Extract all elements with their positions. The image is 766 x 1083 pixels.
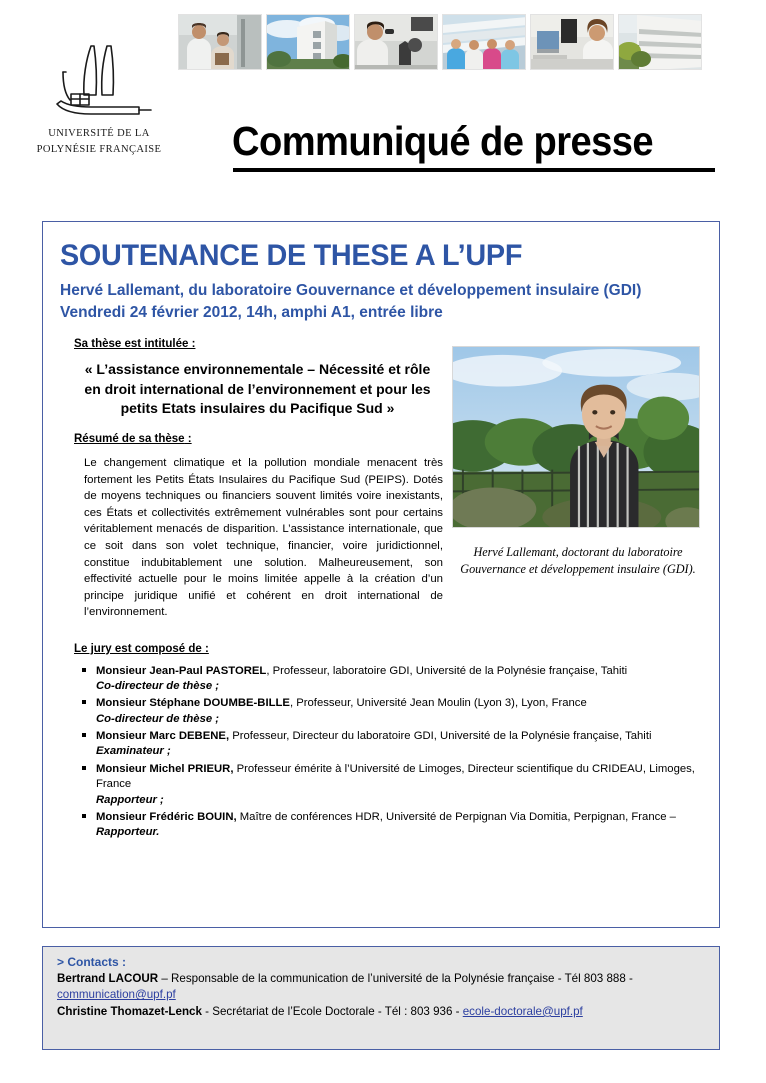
- announcement-title: SOUTENANCE DE THESE A L’UPF: [60, 239, 523, 272]
- jury-member: [82, 762, 698, 808]
- resume-body: Le changement climatique et la pollution mondiale menacent très fortement les Petits États Insulaires du Pacifique Sud (PEIPS). Dotés de moyens techniques ou financiers souvent limités voire inexistants, ces États et collectivités extrêmement vulnérables sont pour certains véritablement menacés de disparition. L’assistance internationale, que ce soit dans son volet technique, financier, voire juridictionnel, constitue indubitablement une solution. Malheureusement, son effectivité actuelle pour le moins limitée appelle à la création d’un principe juridique unifié et cohérent en droit international de l’environnement.: [84, 457, 443, 619]
- bullet-square-icon: [82, 814, 86, 818]
- jury-member-details: Professeur, Directeur du laboratoire GDI, Université de la Polynésie française, Tahiti: [229, 730, 652, 743]
- contacts-title: > Contacts :: [57, 955, 127, 969]
- jury-member-name: Monsieur Stéphane DOUMBE-BILLE: [96, 697, 290, 710]
- contact-details: - Secrétariat de l’Ecole Doctorale - Tél : 803 936 -: [201, 1004, 463, 1018]
- thesis-title: « L’assistance environnementale – Nécessité et rôle en droit international de l’environnement et pour les petits Etats insulaires du Pacifique Sud »: [84, 360, 431, 417]
- bullet-square-icon: [82, 700, 86, 704]
- pirogue-sail-icon: [39, 44, 159, 124]
- jury-member-role: Rapporteur.: [96, 826, 160, 839]
- announcement-date: Vendredi 24 février 2012, 14h, amphi A1, entrée libre: [60, 304, 443, 322]
- contacts-box: [42, 946, 720, 1050]
- jury-member-details: , Professeur, Université Jean Moulin (Lyon 3), Lyon, France: [289, 697, 587, 710]
- resume-label: [74, 433, 445, 445]
- bullet-square-icon: [82, 668, 86, 672]
- students-group-photo: [442, 14, 526, 70]
- bullet-square-icon: [82, 733, 86, 737]
- upf-logo: [24, 44, 174, 156]
- thesis-label: Sa thèse est intitulée :: [74, 337, 196, 350]
- jury-section: [60, 643, 702, 841]
- jury-member-role: Examinateur ;: [96, 745, 171, 758]
- student-computer-photo: [530, 14, 614, 70]
- jury-member-details: Professeur émérite à l’Université de Limoges, Directeur scientifique du CRIDEAU, Limoges, France: [96, 762, 695, 791]
- herve-lallemant-portrait-photo: [452, 346, 700, 528]
- contact-email-link[interactable]: ecole-doctorale@upf.pf: [462, 1004, 583, 1018]
- logo-text-line1: UNIVERSITÉ DE LA: [48, 128, 150, 139]
- logo-text-line2: POLYNÉSIE FRANÇAISE: [36, 144, 162, 156]
- resume-label-suffix: :: [184, 433, 192, 446]
- jury-member-role: Rapporteur ;: [96, 793, 164, 806]
- announcement-box: [42, 221, 720, 928]
- campus-facade-photo: [618, 14, 702, 70]
- portrait-column: [452, 346, 704, 579]
- jury-label: Le jury est composé de :: [74, 642, 209, 655]
- jury-member-name: Monsieur Michel PRIEUR,: [96, 762, 234, 775]
- campus-building-sky-photo: [266, 14, 350, 70]
- jury-member: [82, 696, 698, 727]
- bullet-square-icon: [82, 766, 86, 770]
- jury-member-name: Monsieur Marc DEBENE,: [96, 730, 230, 743]
- contact-name: Christine Thomazet-Lenck: [57, 1004, 202, 1018]
- contact-details: – Responsable de la communication de l’université de la Polynésie française - Tél 803 888 -: [158, 972, 633, 985]
- press-release-title: Communiqué de presse: [232, 118, 654, 164]
- header-photo-strip: [178, 14, 702, 70]
- jury-member-details: Maître de conférences HDR, Université de Perpignan Via Domitia, Perpignan, France –: [236, 810, 676, 823]
- contact-entry: [57, 971, 707, 1004]
- press-release-title-underline: [233, 168, 715, 172]
- contact-email-link[interactable]: communication@upf.pf: [57, 988, 176, 1002]
- researcher-microscope-photo: [354, 14, 438, 70]
- jury-member: [82, 664, 698, 695]
- thesis-and-portrait-region: [60, 338, 702, 621]
- jury-member-name: Monsieur Frédéric BOUIN,: [96, 810, 237, 823]
- students-outdoors-photo: [178, 14, 262, 70]
- contact-entry: [57, 1004, 707, 1020]
- jury-member-role: Co-directeur de thèse ;: [96, 712, 220, 725]
- contact-name: Bertrand LACOUR: [57, 972, 159, 985]
- page-header: [0, 0, 766, 205]
- jury-member-role: Co-directeur de thèse ;: [96, 680, 220, 693]
- thesis-text-column: [60, 338, 445, 621]
- resume-label-underlined: Résumé de sa thèse: [74, 433, 185, 446]
- jury-list: [60, 664, 702, 841]
- jury-member: [82, 729, 698, 760]
- jury-member: [82, 810, 698, 841]
- announcement-subtitle: Hervé Lallemant, du laboratoire Gouvernance et développement insulaire (GDI): [60, 281, 642, 299]
- jury-member-name: Monsieur Jean-Paul PASTOREL: [96, 664, 267, 677]
- jury-member-details: , Professeur, laboratoire GDI, Université de la Polynésie française, Tahiti: [266, 664, 628, 677]
- portrait-caption: Hervé Lallemant, doctorant du laboratoire Gouvernance et développement insulaire (GDI).: [460, 544, 696, 577]
